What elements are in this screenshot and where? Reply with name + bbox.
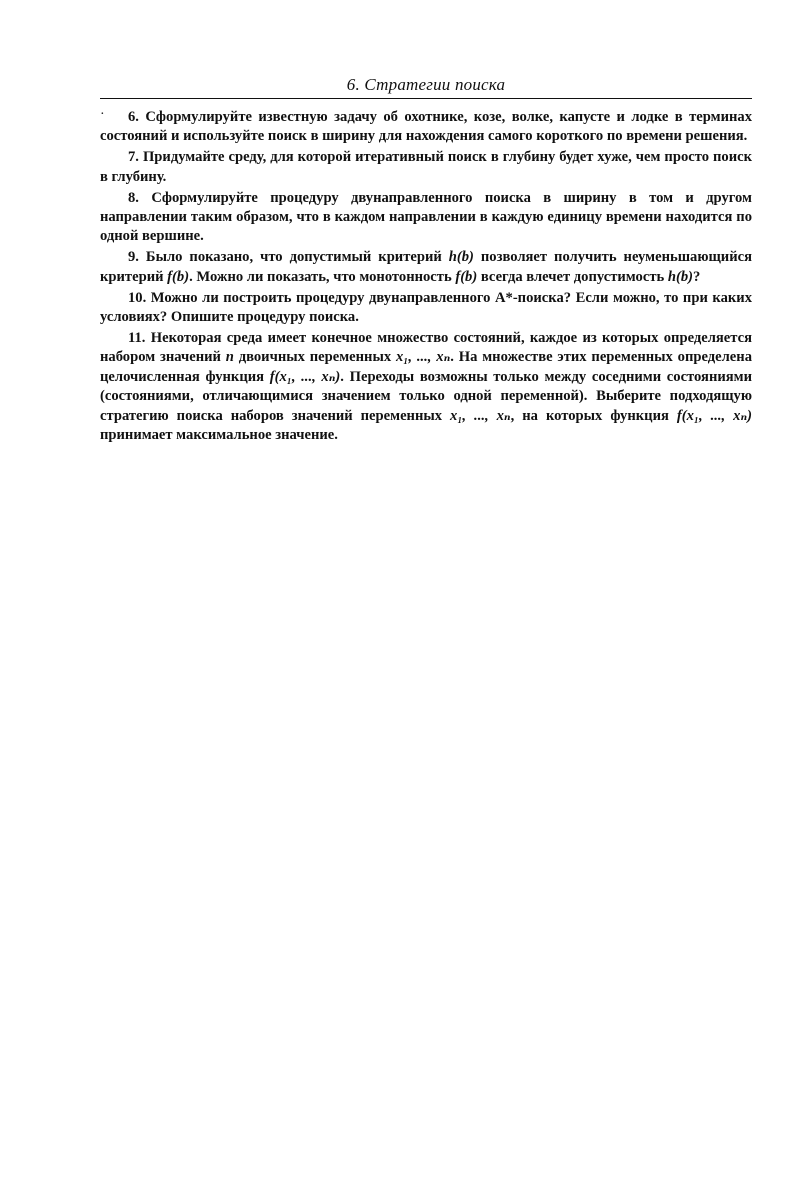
exercise-11-math: x₁, ..., xₙ xyxy=(450,407,511,424)
exercise-11-math: n xyxy=(225,349,234,366)
exercise-11-text: 11. Некоторая среда имеет конечное множество состояний, каждое из которых определяется набором значений xyxy=(100,329,752,366)
exercise-6-text: 6. Сформулируйте известную задачу об охотнике, козе, волке, капусте и лодке в терминах состояний и используйте поиск в ширину для нахождения самого короткого по времени решения. xyxy=(100,109,752,145)
header-rule xyxy=(100,98,752,99)
exercise-9 xyxy=(100,248,752,287)
exercise-9-text: ? xyxy=(693,268,701,285)
margin-mark: · xyxy=(100,107,105,122)
exercise-9-text: . Можно ли показать, что монотонность xyxy=(189,268,456,285)
exercise-11-math: x₁, ..., xₙ xyxy=(396,349,451,366)
running-title: 6. Стратегии поиска xyxy=(346,75,506,94)
exercise-9-text: всегда влечет допустимость xyxy=(477,268,668,285)
exercise-6 xyxy=(100,108,752,147)
exercise-list xyxy=(100,108,752,445)
exercise-7-text: 7. Придумайте среду, для которой итеративный поиск в глубину будет хуже, чем просто поиск в глубину. xyxy=(100,149,752,185)
exercise-10 xyxy=(100,289,752,328)
exercise-11-text: . На множестве этих переменных определена целочисленная функция xyxy=(100,349,752,385)
exercise-9-math: f(b) xyxy=(167,268,190,285)
exercise-9-text: позволяет получить неуменьшающийся критерий xyxy=(100,249,752,285)
exercise-11 xyxy=(100,329,752,445)
exercise-7 xyxy=(100,148,752,187)
exercise-9-text: 9. Было показано, что допустимый критерий xyxy=(128,249,449,266)
exercise-9-math: h(b) xyxy=(667,268,693,285)
exercise-11-text: , на которых функция xyxy=(510,407,677,424)
exercise-11-text: двоичных переменных xyxy=(233,349,396,366)
exercise-9-math: f(b) xyxy=(455,268,478,285)
exercise-11-text: принимает максимальное значение. xyxy=(100,427,338,443)
exercise-10-text: 10. Можно ли построить процедуру двунаправленного A*-поиска? Если можно, то при каких условиях? Опишите процедуру поиска. xyxy=(100,289,752,326)
exercise-9-math: h(b) xyxy=(448,249,474,266)
exercise-8 xyxy=(100,189,752,247)
exercise-11-math: f(x₁, ..., xₙ) xyxy=(269,368,341,385)
exercise-11-text: . Переходы возможны только между соседними состояниями (состояниями, отличающимися значением только одной переменной). Выберите подходящую стратегию поиска наборов значений переменных xyxy=(100,368,753,424)
exercise-11-math: f(x₁, ..., xₙ) xyxy=(676,407,753,424)
exercise-8-text: 8. Сформулируйте процедуру двунаправленного поиска в ширину в том и другом направлении таким образом, что в каждом направлении в каждую единицу времени находится по одной вершине. xyxy=(100,189,752,245)
